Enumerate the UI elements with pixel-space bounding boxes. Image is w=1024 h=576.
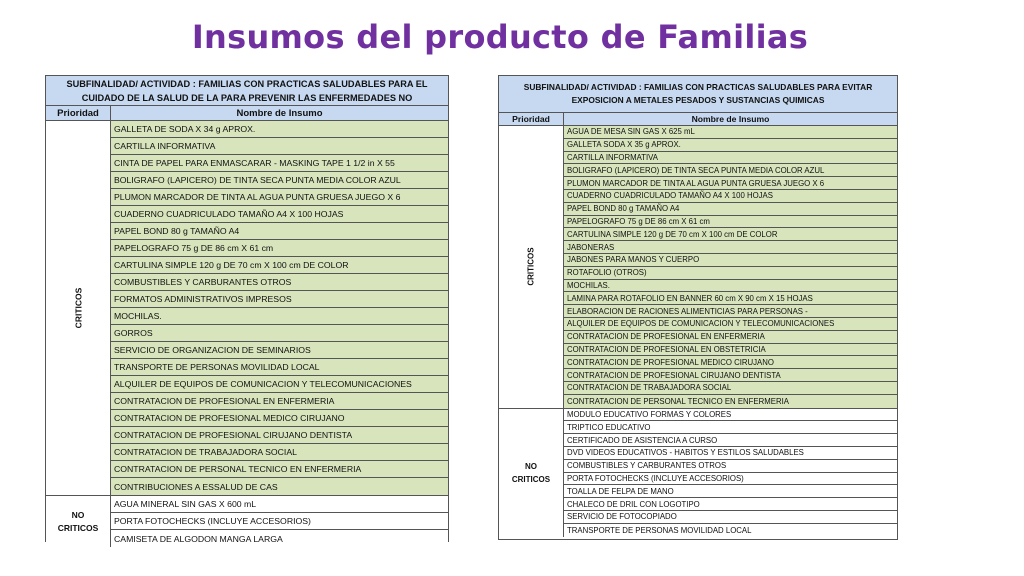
- table-row: AGUA DE MESA SIN GAS X 625 mL: [564, 126, 897, 139]
- table-row: CINTA DE PAPEL PARA ENMASCARAR - MASKING TAPE 1 1/2 in X 55: [111, 155, 448, 172]
- table-row: CERTIFICADO DE ASISTENCIA A CURSO: [564, 434, 897, 447]
- table-row: PAPEL BOND 80 g TAMAÑO A4: [564, 203, 897, 216]
- table-row: CONTRATACION DE TRABAJADORA SOCIAL: [111, 444, 448, 461]
- table-row: CARTILLA INFORMATIVA: [564, 152, 897, 165]
- table-row: COMBUSTIBLES Y CARBURANTES OTROS: [564, 460, 897, 473]
- table-row: LAMINA PARA ROTAFOLIO EN BANNER 60 cm X 90 cm X 15 HOJAS: [564, 292, 897, 305]
- table-row: CONTRIBUCIONES A ESSALUD DE CAS: [111, 478, 448, 495]
- table-row: CONTRATACION DE PROFESIONAL EN ENFERMERIA: [564, 331, 897, 344]
- table-row: MODULO EDUCATIVO FORMAS Y COLORES: [564, 409, 897, 422]
- table-row: CARTULINA SIMPLE 120 g DE 70 cm X 100 cm DE COLOR: [111, 257, 448, 274]
- left-noncritical-label-text: NO CRITICOS: [57, 509, 99, 533]
- table-row: TRANSPORTE DE PERSONAS MOVILIDAD LOCAL: [564, 524, 897, 537]
- table-row: CONTRATACION DE TRABAJADORA SOCIAL: [564, 382, 897, 395]
- table-row: ALQUILER DE EQUIPOS DE COMUNICACION Y TELECOMUNICACIONES: [111, 376, 448, 393]
- table-row: PAPELOGRAFO 75 g DE 86 cm X 61 cm: [111, 240, 448, 257]
- table-row: GALLETA DE SODA X 34 g APROX.: [111, 121, 448, 138]
- table-row: SERVICIO DE ORGANIZACION DE SEMINARIOS: [111, 342, 448, 359]
- table-row: DVD VIDEOS EDUCATIVOS - HABITOS Y ESTILOS SALUDABLES: [564, 447, 897, 460]
- left-critical-items: [111, 121, 448, 495]
- table-row: SERVICIO DE FOTOCOPIADO: [564, 511, 897, 524]
- table-row: CONTRATACION DE PERSONAL TECNICO EN ENFERMERIA: [564, 395, 897, 408]
- table-row: JABONERAS: [564, 241, 897, 254]
- table-row: CARTULINA SIMPLE 120 g DE 70 cm X 100 cm DE COLOR: [564, 228, 897, 241]
- left-column-headers: [46, 106, 448, 121]
- table-row: AGUA MINERAL SIN GAS X 600 mL: [111, 496, 448, 513]
- table-row: CUADERNO CUADRICULADO TAMAÑO A4 X 100 HOJAS: [564, 190, 897, 203]
- right-noncritical-group: [499, 409, 897, 537]
- table-row: CONTRATACION DE PERSONAL TECNICO EN ENFERMERIA: [111, 461, 448, 478]
- table-row: CONTRATACION DE PROFESIONAL CIRUJANO DENTISTA: [564, 369, 897, 382]
- table-row: PLUMON MARCADOR DE TINTA AL AGUA PUNTA GRUESA JUEGO X 6: [564, 177, 897, 190]
- table-row: COMBUSTIBLES Y CARBURANTES OTROS: [111, 274, 448, 291]
- right-column-headers: [499, 113, 897, 126]
- table-row: ELABORACION DE RACIONES ALIMENTICIAS PARA PERSONAS -: [564, 305, 897, 318]
- table-row: MOCHILAS.: [111, 308, 448, 325]
- table-row: CARTILLA INFORMATIVA: [111, 138, 448, 155]
- table-row: MOCHILAS.: [564, 280, 897, 293]
- right-noncritical-label-text: NO CRITICOS: [511, 461, 551, 484]
- right-noncritical-items: [564, 409, 897, 537]
- right-noncritical-label: [499, 409, 564, 537]
- left-critical-label-text: CRITICOS: [73, 287, 83, 329]
- table-row: JABONES PARA MANOS Y CUERPO: [564, 254, 897, 267]
- left-table-header: SUBFINALIDAD/ ACTIVIDAD : FAMILIAS CON PRACTICAS SALUDABLES PARA EL CUIDADO DE LA SALUD DE LA PARA PREVENIR LAS ENFERMEDADES NO: [46, 76, 448, 106]
- table-row: CAMISETA DE ALGODON MANGA LARGA: [111, 530, 448, 547]
- right-critical-label-text: CRITICOS: [526, 247, 536, 286]
- left-critical-group: [46, 121, 448, 496]
- right-critical-label: [499, 126, 564, 408]
- table-row: TRIPTICO EDUCATIVO: [564, 421, 897, 434]
- right-table: [498, 75, 898, 540]
- left-table: [45, 75, 449, 542]
- right-critical-items: [564, 126, 897, 408]
- table-row: PORTA FOTOCHECKS (INCLUYE ACCESORIOS): [564, 473, 897, 486]
- left-noncritical-group: [46, 496, 448, 547]
- left-col-priority: Prioridad: [46, 106, 111, 120]
- table-row: ALQUILER DE EQUIPOS DE COMUNICACION Y TELECOMUNICACIONES: [564, 318, 897, 331]
- left-noncritical-items: [111, 496, 448, 547]
- table-row: CONTRATACION DE PROFESIONAL EN OBSTETRICIA: [564, 344, 897, 357]
- table-row: CONTRATACION DE PROFESIONAL CIRUJANO DENTISTA: [111, 427, 448, 444]
- right-col-priority: Prioridad: [499, 113, 564, 125]
- table-row: CUADERNO CUADRICULADO TAMAÑO A4 X 100 HOJAS: [111, 206, 448, 223]
- table-row: TRANSPORTE DE PERSONAS MOVILIDAD LOCAL: [111, 359, 448, 376]
- page-title: Insumos del producto de Familias: [191, 18, 809, 56]
- table-row: BOLIGRAFO (LAPICERO) DE TINTA SECA PUNTA MEDIA COLOR AZUL: [564, 164, 897, 177]
- table-row: ROTAFOLIO (OTROS): [564, 267, 897, 280]
- left-noncritical-label: [46, 496, 111, 547]
- table-row: FORMATOS ADMINISTRATIVOS IMPRESOS: [111, 291, 448, 308]
- right-critical-group: [499, 126, 897, 409]
- table-row: BOLIGRAFO (LAPICERO) DE TINTA SECA PUNTA MEDIA COLOR AZUL: [111, 172, 448, 189]
- table-row: GALLETA SODA X 35 g APROX.: [564, 139, 897, 152]
- table-row: CONTRATACION DE PROFESIONAL EN ENFERMERIA: [111, 393, 448, 410]
- table-row: PORTA FOTOCHECKS (INCLUYE ACCESORIOS): [111, 513, 448, 530]
- table-row: CONTRATACION DE PROFESIONAL MEDICO CIRUJANO: [111, 410, 448, 427]
- table-row: CONTRATACION DE PROFESIONAL MEDICO CIRUJANO: [564, 356, 897, 369]
- table-row: PAPEL BOND 80 g TAMAÑO A4: [111, 223, 448, 240]
- table-row: PAPELOGRAFO 75 g DE 86 cm X 61 cm: [564, 216, 897, 229]
- left-col-name: Nombre de Insumo: [236, 107, 323, 119]
- left-critical-label: [46, 121, 111, 495]
- table-row: TOALLA DE FELPA DE MANO: [564, 485, 897, 498]
- right-col-name: Nombre de Insumo: [691, 114, 770, 124]
- right-table-header: SUBFINALIDAD/ ACTIVIDAD : FAMILIAS CON PRACTICAS SALUDABLES PARA EVITAR EXPOSICION A METALES PESADOS Y SUSTANCIAS QUIMICAS: [499, 76, 897, 113]
- table-row: PLUMON MARCADOR DE TINTA AL AGUA PUNTA GRUESA JUEGO X 6: [111, 189, 448, 206]
- table-row: GORROS: [111, 325, 448, 342]
- table-row: CHALECO DE DRIL CON LOGOTIPO: [564, 498, 897, 511]
